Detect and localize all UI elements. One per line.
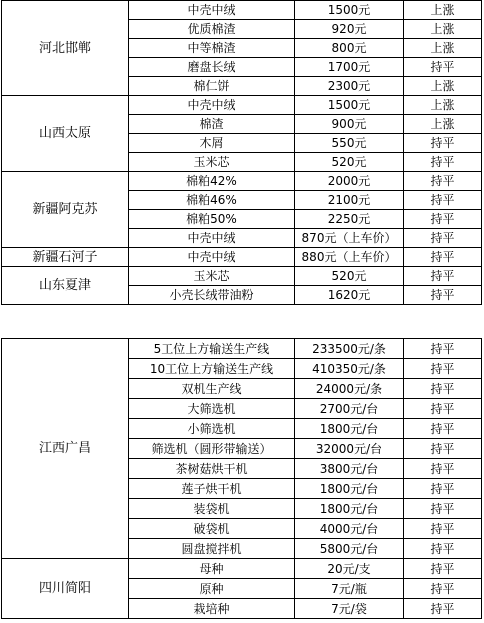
trend-cell: 持平 xyxy=(404,191,482,210)
price-cell: 7元/瓶 xyxy=(295,579,404,599)
trend-cell: 持平 xyxy=(404,286,482,305)
trend-cell: 上涨 xyxy=(404,1,482,20)
table-row xyxy=(2,1,482,20)
trend-cell: 上涨 xyxy=(404,115,482,134)
price-cell: 920元 xyxy=(295,20,404,39)
price-cell: 233500元/条 xyxy=(295,339,404,359)
price-cell: 32000元/台 xyxy=(295,439,404,459)
price-cell: 1620元 xyxy=(295,286,404,305)
price-cell: 520元 xyxy=(295,267,404,286)
trend-cell: 持平 xyxy=(404,359,482,379)
region-cell: 河北邯郸 xyxy=(2,1,129,96)
trend-cell: 持平 xyxy=(404,439,482,459)
trend-cell: 持平 xyxy=(404,539,482,559)
price-cell: 550元 xyxy=(295,134,404,153)
product-cell: 中壳中绒 xyxy=(129,1,295,20)
price-cell: 2700元/台 xyxy=(295,399,404,419)
price-cell: 870元（上车价） xyxy=(295,229,404,248)
product-cell: 小筛选机 xyxy=(129,419,295,439)
price-table-equipment xyxy=(1,338,482,619)
price-cell: 3800元/台 xyxy=(295,459,404,479)
price-cell: 1800元/台 xyxy=(295,479,404,499)
product-cell: 母种 xyxy=(129,559,295,579)
price-cell: 2000元 xyxy=(295,172,404,191)
product-cell: 5工位上方输送生产线 xyxy=(129,339,295,359)
trend-cell: 上涨 xyxy=(404,39,482,58)
product-cell: 小壳长绒带油粉 xyxy=(129,286,295,305)
trend-cell: 持平 xyxy=(404,267,482,286)
product-cell: 优质棉渣 xyxy=(129,20,295,39)
table-row xyxy=(2,559,482,579)
price-table-materials-body xyxy=(2,1,482,305)
trend-cell: 上涨 xyxy=(404,20,482,39)
price-cell: 1800元/台 xyxy=(295,419,404,439)
price-cell: 1700元 xyxy=(295,58,404,77)
product-cell: 木屑 xyxy=(129,134,295,153)
product-cell: 10工位上方输送生产线 xyxy=(129,359,295,379)
trend-cell: 持平 xyxy=(404,134,482,153)
table-row xyxy=(2,96,482,115)
region-cell: 新疆石河子 xyxy=(2,248,129,267)
product-cell: 玉米芯 xyxy=(129,153,295,172)
product-cell: 棉渣 xyxy=(129,115,295,134)
trend-cell: 持平 xyxy=(404,519,482,539)
trend-cell: 持平 xyxy=(404,419,482,439)
price-cell: 24000元/条 xyxy=(295,379,404,399)
product-cell: 栽培种 xyxy=(129,599,295,619)
price-cell: 20元/支 xyxy=(295,559,404,579)
region-cell: 新疆阿克苏 xyxy=(2,172,129,248)
trend-cell: 持平 xyxy=(404,399,482,419)
trend-cell: 持平 xyxy=(404,579,482,599)
price-cell: 410350元/条 xyxy=(295,359,404,379)
product-cell: 大筛选机 xyxy=(129,399,295,419)
product-cell: 玉米芯 xyxy=(129,267,295,286)
trend-cell: 持平 xyxy=(404,248,482,267)
price-cell: 1500元 xyxy=(295,96,404,115)
price-cell: 4000元/台 xyxy=(295,519,404,539)
trend-cell: 持平 xyxy=(404,599,482,619)
product-cell: 磨盘长绒 xyxy=(129,58,295,77)
product-cell: 中等棉渣 xyxy=(129,39,295,58)
product-cell: 筛选机（圆形带输送） xyxy=(129,439,295,459)
price-cell: 1500元 xyxy=(295,1,404,20)
region-cell: 山东夏津 xyxy=(2,267,129,305)
trend-cell: 上涨 xyxy=(404,96,482,115)
product-cell: 棉粕50% xyxy=(129,210,295,229)
trend-cell: 持平 xyxy=(404,379,482,399)
trend-cell: 持平 xyxy=(404,479,482,499)
price-cell: 880元（上车价） xyxy=(295,248,404,267)
price-cell: 2250元 xyxy=(295,210,404,229)
product-cell: 破袋机 xyxy=(129,519,295,539)
product-cell: 中壳中绒 xyxy=(129,248,295,267)
price-cell: 1800元/台 xyxy=(295,499,404,519)
region-cell: 四川简阳 xyxy=(2,559,129,619)
table-row xyxy=(2,172,482,191)
price-cell: 7元/袋 xyxy=(295,599,404,619)
trend-cell: 持平 xyxy=(404,559,482,579)
product-cell: 原种 xyxy=(129,579,295,599)
table-row xyxy=(2,267,482,286)
price-cell: 2300元 xyxy=(295,77,404,96)
table-row xyxy=(2,339,482,359)
region-cell: 江西广昌 xyxy=(2,339,129,559)
product-cell: 棉粕46% xyxy=(129,191,295,210)
product-cell: 棉仁饼 xyxy=(129,77,295,96)
product-cell: 茶树菇烘干机 xyxy=(129,459,295,479)
price-table-materials xyxy=(1,0,482,305)
region-cell: 山西太原 xyxy=(2,96,129,172)
trend-cell: 上涨 xyxy=(404,77,482,96)
trend-cell: 持平 xyxy=(404,459,482,479)
trend-cell: 持平 xyxy=(404,229,482,248)
price-cell: 520元 xyxy=(295,153,404,172)
table-row xyxy=(2,248,482,267)
price-cell: 800元 xyxy=(295,39,404,58)
product-cell: 莲子烘干机 xyxy=(129,479,295,499)
trend-cell: 持平 xyxy=(404,210,482,229)
trend-cell: 持平 xyxy=(404,172,482,191)
trend-cell: 持平 xyxy=(404,58,482,77)
product-cell: 装袋机 xyxy=(129,499,295,519)
trend-cell: 持平 xyxy=(404,499,482,519)
price-cell: 900元 xyxy=(295,115,404,134)
price-cell: 2100元 xyxy=(295,191,404,210)
price-cell: 5800元/台 xyxy=(295,539,404,559)
product-cell: 中壳中绒 xyxy=(129,96,295,115)
product-cell: 圆盘搅拌机 xyxy=(129,539,295,559)
trend-cell: 持平 xyxy=(404,339,482,359)
trend-cell: 持平 xyxy=(404,153,482,172)
product-cell: 棉粕42% xyxy=(129,172,295,191)
product-cell: 中壳中绒 xyxy=(129,229,295,248)
price-table-equipment-body xyxy=(2,339,482,619)
product-cell: 双机生产线 xyxy=(129,379,295,399)
